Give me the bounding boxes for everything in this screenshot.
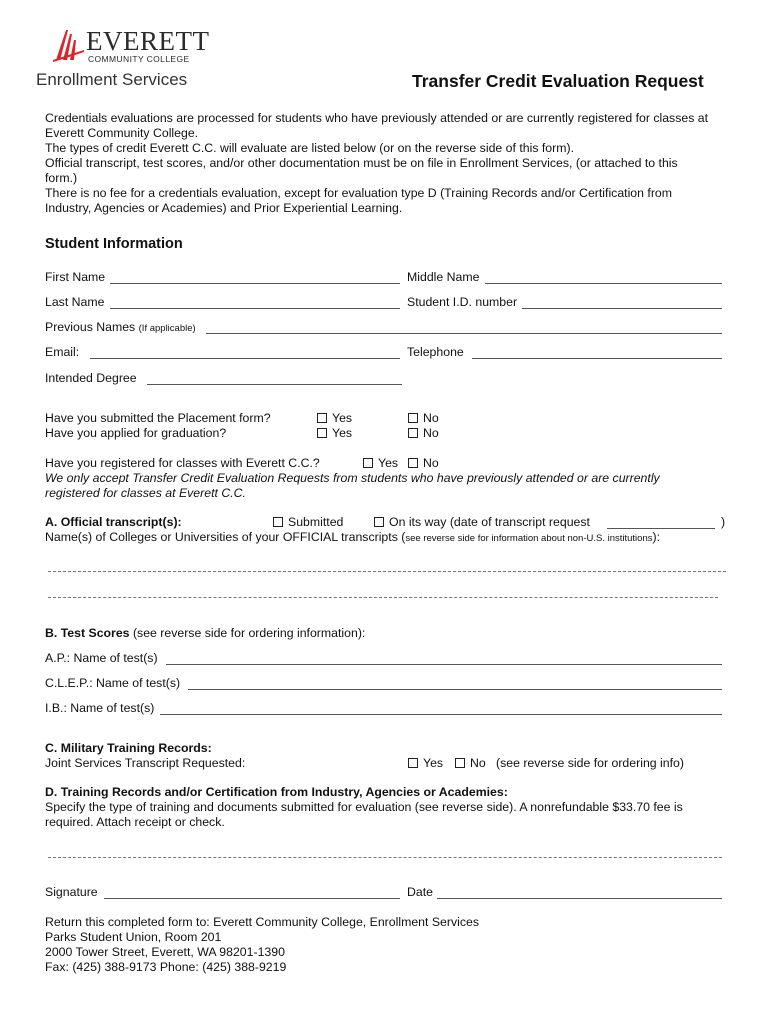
previous-names-text: Previous Names — [45, 320, 136, 334]
logo-department: Enrollment Services — [36, 70, 188, 89]
no-label: No — [470, 756, 486, 770]
page-title: Transfer Credit Evaluation Request — [412, 71, 704, 91]
ap-label: A.P.: Name of test(s) — [45, 651, 158, 665]
logo-subtitle: COMMUNITY COLLEGE — [88, 54, 190, 64]
first-name-label: First Name — [45, 270, 106, 284]
telephone-field[interactable] — [472, 358, 722, 359]
contact-numbers: Fax: (425) 388-9173 Phone: (425) 388-9219 — [45, 960, 287, 974]
date-field[interactable] — [437, 898, 722, 899]
close-paren: ) — [721, 515, 726, 529]
transcript-request-date-field[interactable] — [607, 528, 715, 529]
previous-names-label — [45, 320, 196, 336]
intended-degree-field[interactable] — [147, 384, 402, 385]
intended-degree-label: Intended Degree — [45, 371, 137, 385]
checkbox[interactable] — [408, 758, 418, 768]
yes-label: Yes — [332, 411, 353, 425]
first-name-field[interactable] — [110, 283, 400, 284]
college-logo — [36, 26, 210, 92]
signature-label: Signature — [45, 885, 98, 899]
registered-yes-option[interactable] — [363, 456, 398, 471]
graduation-question: Have you applied for graduation? — [45, 426, 227, 440]
student-id-field[interactable] — [522, 308, 722, 309]
no-label: No — [423, 426, 439, 440]
ib-field[interactable] — [160, 714, 722, 715]
section-b-heading — [45, 626, 365, 641]
section-c-label: C. Military Training Records: — [45, 741, 212, 755]
checkbox[interactable] — [317, 428, 327, 438]
eligibility-note-line-1: We only accept Transfer Credit Evaluation Requests from students who have previously attended or are currently — [45, 471, 660, 485]
previous-names-field[interactable] — [206, 333, 722, 334]
joint-yes-option[interactable] — [408, 756, 443, 771]
section-a-label: A. Official transcript(s): — [45, 515, 182, 529]
checkbox[interactable] — [363, 458, 373, 468]
intro-line-1: Credentials evaluations are processed for students who have previously attended or are currently registered for classes at — [45, 111, 709, 125]
transcript-submitted-option[interactable] — [273, 515, 343, 530]
checkbox[interactable] — [408, 413, 418, 423]
yes-label: Yes — [423, 756, 444, 770]
placement-no-option[interactable] — [408, 411, 439, 426]
registered-no-option[interactable] — [408, 456, 439, 471]
non-us-note: see reverse side for information about non-U.S. institutions — [405, 533, 653, 544]
middle-name-label: Middle Name — [407, 270, 480, 284]
intro-line-2: Everett Community College. — [45, 126, 199, 140]
section-b-label: B. Test Scores — [45, 626, 130, 640]
checkbox[interactable] — [408, 458, 418, 468]
intro-line-3: The types of credit Everett C.C. will evaluate are listed below (or on the reverse side of this form). — [45, 141, 574, 155]
placement-yes-option[interactable] — [317, 411, 352, 426]
email-label: Email: — [45, 345, 80, 359]
last-name-label: Last Name — [45, 295, 105, 309]
section-d-line-1: Specify the type of training and documents submitted for evaluation (see reverse side). A nonrefundable $33.70 fee is — [45, 800, 683, 814]
checkbox[interactable] — [374, 517, 384, 527]
section-d-label: D. Training Records and/or Certification from Industry, Agencies or Academies: — [45, 785, 508, 799]
signature-field[interactable] — [104, 898, 400, 899]
joint-ordering-note: (see reverse side for ordering info) — [496, 756, 684, 770]
graduation-no-option[interactable] — [408, 426, 439, 441]
yes-label: Yes — [332, 426, 353, 440]
no-label: No — [423, 456, 439, 470]
submitted-label: Submitted — [288, 515, 344, 529]
ib-label: I.B.: Name of test(s) — [45, 701, 155, 715]
eligibility-note-line-2: registered for classes at Everett C.C. — [45, 486, 246, 500]
section-d-line-2: required. Attach receipt or check. — [45, 815, 225, 829]
colleges-field-2[interactable] — [48, 597, 718, 598]
section-b-note: (see reverse side for ordering information): — [132, 626, 366, 640]
colleges-instruction-end: ): — [652, 530, 661, 544]
sail-logo-icon — [50, 28, 90, 62]
intro-line-4: Official transcript, test scores, and/or other documentation must be on file in Enrollment Services, (or attached to this — [45, 156, 678, 170]
if-applicable-text: (If applicable) — [138, 323, 196, 334]
checkbox[interactable] — [408, 428, 418, 438]
checkbox[interactable] — [317, 413, 327, 423]
registered-question: Have you registered for classes with Everett C.C.? — [45, 456, 320, 470]
student-id-label: Student I.D. number — [407, 295, 518, 309]
section-heading-student: Student Information — [45, 236, 183, 252]
intro-line-5: form.) — [45, 171, 78, 185]
colleges-instruction-text: Name(s) of Colleges or Universities of your OFFICIAL transcripts ( — [45, 530, 406, 544]
colleges-field-1[interactable] — [48, 571, 726, 572]
return-address-line-3: 2000 Tower Street, Everett, WA 98201-1390 — [45, 945, 285, 959]
on-its-way-label: On its way (date of transcript request — [389, 515, 590, 529]
training-field[interactable] — [48, 857, 722, 858]
graduation-yes-option[interactable] — [317, 426, 352, 441]
checkbox[interactable] — [455, 758, 465, 768]
yes-label: Yes — [378, 456, 399, 470]
ap-field[interactable] — [166, 664, 722, 665]
checkbox[interactable] — [273, 517, 283, 527]
placement-question: Have you submitted the Placement form? — [45, 411, 271, 425]
last-name-field[interactable] — [110, 308, 400, 309]
intro-line-6: There is no fee for a credentials evaluation, except for evaluation type D (Training Records and/or Certification from — [45, 186, 672, 200]
return-address-line-2: Parks Student Union, Room 201 — [45, 930, 222, 944]
no-label: No — [423, 411, 439, 425]
transcript-on-its-way-option[interactable] — [374, 515, 590, 530]
middle-name-field[interactable] — [485, 283, 722, 284]
joint-services-label: Joint Services Transcript Requested: — [45, 756, 246, 770]
logo-wordmark: EVERETT — [86, 26, 210, 56]
telephone-label: Telephone — [407, 345, 464, 359]
intro-line-7: Industry, Agencies or Academies) and Prior Experiential Learning. — [45, 201, 403, 215]
email-field[interactable] — [90, 358, 400, 359]
clep-field[interactable] — [188, 689, 722, 690]
joint-no-option[interactable] — [455, 756, 486, 771]
return-address-line-1: Return this completed form to: Everett Community College, Enrollment Services — [45, 915, 479, 929]
colleges-instruction — [45, 530, 660, 546]
clep-label: C.L.E.P.: Name of test(s) — [45, 676, 181, 690]
date-label: Date — [407, 885, 433, 899]
